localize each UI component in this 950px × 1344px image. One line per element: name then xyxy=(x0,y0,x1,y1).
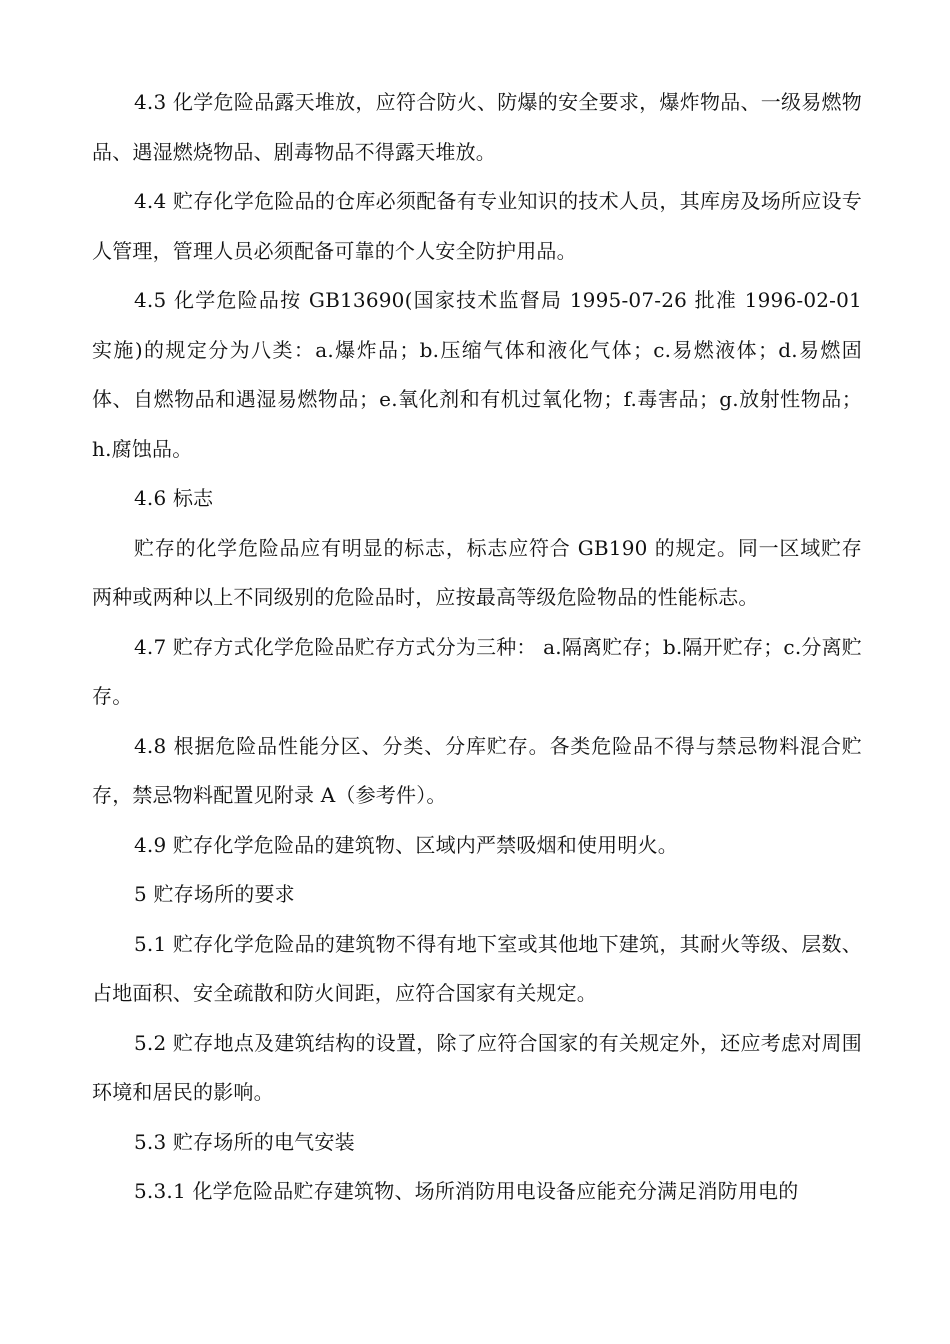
paragraph-4-6-body: 贮存的化学危险品应有明显的标志，标志应符合 GB190 的规定。同一区域贮存两种或两种以上不同级别的危险品时，应按最高等级危险物品的性能标志。 xyxy=(92,535,862,609)
document-page xyxy=(92,78,862,1217)
paragraph-4-3: 4.3 化学危险品露天堆放，应符合防火、防爆的安全要求，爆炸物品、一级易燃物品、遇湿燃烧物品、剧毒物品不得露天堆放。 xyxy=(92,90,862,164)
paragraph-5-1: 5.1 贮存化学危险品的建筑物不得有地下室或其他地下建筑，其耐火等级、层数、占地面积、安全疏散和防火间距，应符合国家有关规定。 xyxy=(92,931,862,1005)
paragraph-4-4: 4.4 贮存化学危险品的仓库必须配备有专业知识的技术人员，其库房及场所应设专人管理，管理人员必须配备可靠的个人安全防护用品。 xyxy=(92,189,862,263)
paragraph-5-3-1: 5.3.1 化学危险品贮存建筑物、场所消防用电设备应能充分满足消防用电的 xyxy=(134,1179,799,1203)
paragraph-4-9: 4.9 贮存化学危险品的建筑物、区域内严禁吸烟和使用明火。 xyxy=(134,832,678,857)
heading-5: 5 贮存场所的要求 xyxy=(134,882,295,906)
paragraph-5-2: 5.2 贮存地点及建筑结构的设置，除了应符合国家的有关规定外，还应考虑对周围环境和居民的影响。 xyxy=(92,1030,862,1104)
heading-5-3: 5.3 贮存场所的电气安装 xyxy=(134,1129,355,1154)
paragraph-4-5: 4.5 化学危险品按 GB13690(国家技术监督局 1995-07-26 批准 1996-02-01 实施)的规定分为八类：a.爆炸品；b.压缩气体和液化气体；c.易燃液体；d.易燃固体、自燃物品和遇湿易燃物品；e.氧化剂和有机过氧化物；f.毒害品；g.放射性物品；h.腐蚀品。 xyxy=(92,288,862,461)
paragraph-4-7: 4.7 贮存方式化学危险品贮存方式分为三种： a.隔离贮存；b.隔开贮存；c.分离贮存。 xyxy=(92,634,862,708)
heading-4-6: 4.6 标志 xyxy=(134,486,214,510)
paragraph-4-8: 4.8 根据危险品性能分区、分类、分库贮存。各类危险品不得与禁忌物料混合贮存，禁忌物料配置见附录 A（参考件）。 xyxy=(92,733,862,807)
